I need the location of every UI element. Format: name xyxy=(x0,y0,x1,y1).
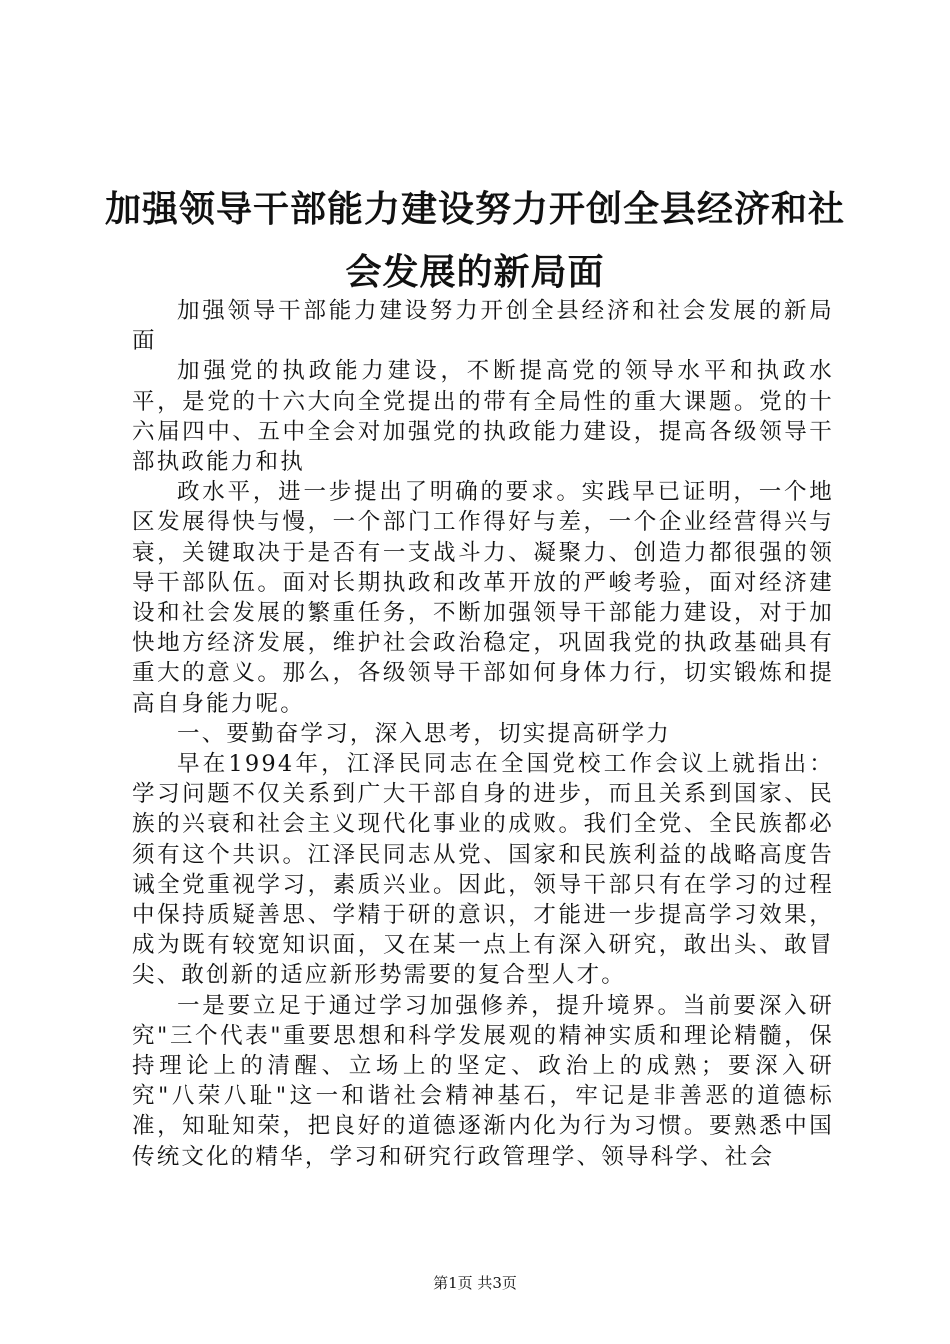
document-title: 加强领导干部能力建设努力开创全县经济和社会发展的新局面 xyxy=(104,188,845,293)
paragraph: 加强领导干部能力建设努力开创全县经济和社会发展的新局面 xyxy=(132,298,834,355)
paragraph: 加强党的执政能力建设，不断提高党的领导水平和执政水平，是党的十六大向全党提出的带有全局性的重大课题。党的十六届四中、五中全会对加强党的执政能力建设，提高各级领导干部执政能力和执 xyxy=(132,358,834,476)
paragraph: 一是要立足于通过学习加强修养，提升境界。当前要深入研究"三个代表"重要思想和科学发展观的精神实质和理论精髓，保持理论上的清醒、立场上的坚定、政治上的成熟；要深入研究"八荣八耻"这一和谐社会精神基石，牢记是非善恶的道德标准，知耻知荣，把良好的道德逐渐内化为行为习惯。要熟悉中国传统文化的精华，学习和研究行政管理学、领导科学、社会 xyxy=(132,992,834,1170)
paragraph: 早在1994年，江泽民同志在全国党校工作会议上就指出：学习问题不仅关系到广大干部自身的进步，而且关系到国家、民族的兴衰和社会主义现代化事业的成败。我们全党、全民族都必须有这个共识。江泽民同志从党、国家和民族利益的战略高度告诫全党重视学习，素质兴业。因此，领导干部只有在学习的过程中保持质疑善思、学精于研的意识，才能进一步提高学习效果，成为既有较宽知识面，又在某一点上有深入研究，敢出头、敢冒尖、敢创新的适应新形势需要的复合型人才。 xyxy=(132,751,834,989)
section-heading: 一、要勤奋学习，深入思考，切实提高研学力 xyxy=(177,720,672,747)
page-footer: 第1页 共3页 xyxy=(433,1274,517,1292)
document-body xyxy=(132,296,834,1172)
paragraph: 政水平，进一步提出了明确的要求。实践早已证明，一个地区发展得快与慢，一个部门工作得好与差，一个企业经营得兴与衰，关键取决于是否有一支战斗力、凝聚力、创造力都很强的领导干部队伍。面对长期执政和改革开放的严峻考验，面对经济建设和社会发展的繁重任务，不断加强领导干部能力建设，对于加快地方经济发展，维护社会政治稳定，巩固我党的执政基础具有重大的意义。那么，各级领导干部如何身体力行，切实锻炼和提高自身能力呢。 xyxy=(132,479,834,717)
